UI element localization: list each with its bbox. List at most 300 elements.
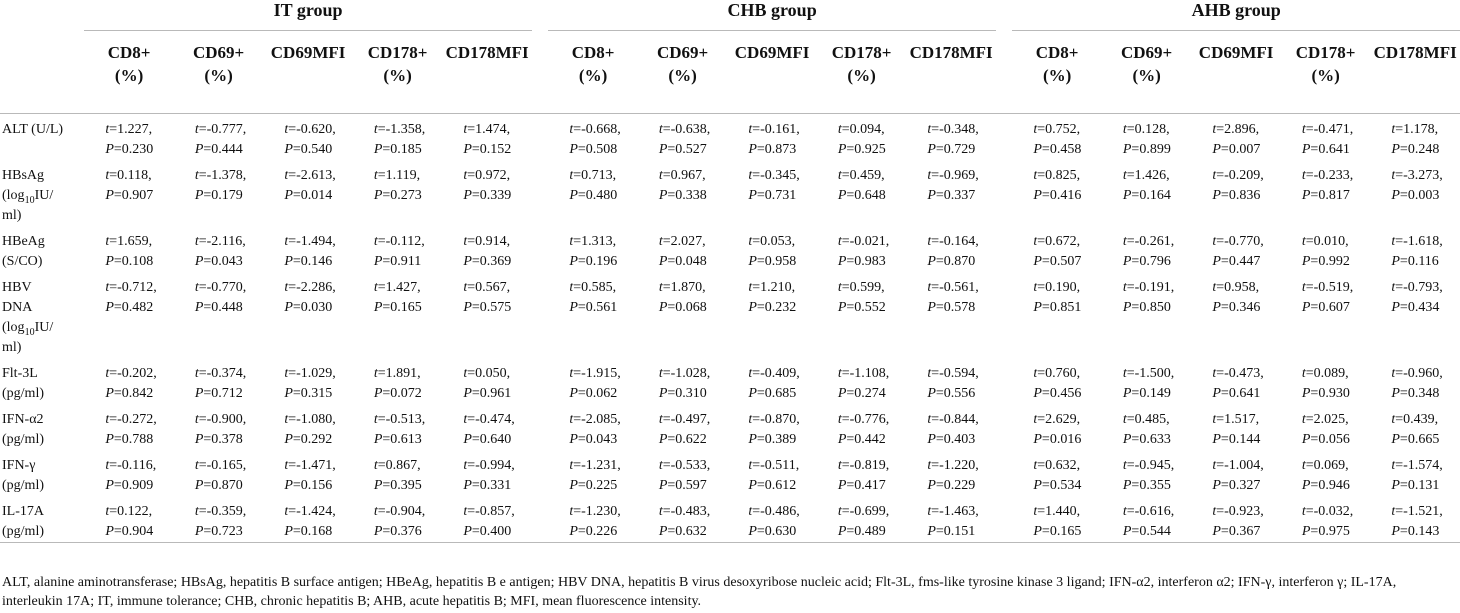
- p-symbol: P: [837, 478, 847, 493]
- t-value: =-0.474,: [467, 412, 515, 427]
- p-value: =0.152: [471, 142, 512, 157]
- p-symbol: P: [1122, 432, 1132, 447]
- p-value: =0.014: [292, 188, 333, 203]
- table-row: [0, 496, 1460, 543]
- stat-cell: [1370, 450, 1460, 496]
- p-symbol: P: [284, 478, 293, 493]
- t-symbol: t: [658, 280, 663, 295]
- t-value: =-0.844,: [931, 412, 979, 427]
- p-symbol: P: [194, 386, 204, 401]
- t-value: =-0.793,: [1395, 280, 1443, 295]
- p-symbol: P: [105, 188, 114, 203]
- t-symbol: t: [105, 458, 110, 473]
- t-symbol: t: [658, 412, 663, 427]
- p-symbol: P: [927, 300, 936, 315]
- t-symbol: t: [748, 412, 753, 427]
- stat-cell: [817, 272, 907, 358]
- stat-cell: [1281, 114, 1371, 161]
- stat-cell: [727, 358, 817, 404]
- t-value: =-1.004,: [1216, 458, 1264, 473]
- t-value: =-1.028,: [662, 366, 711, 381]
- corner-cell: [0, 0, 84, 31]
- t-value: =-0.164,: [931, 234, 979, 249]
- p-value: =0.232: [756, 300, 797, 315]
- p-symbol: P: [837, 188, 847, 203]
- p-value: =0.458: [1041, 142, 1082, 157]
- p-symbol: P: [658, 188, 668, 203]
- t-symbol: t: [927, 280, 932, 295]
- p-value: =0.850: [1131, 300, 1171, 315]
- p-symbol: P: [1301, 386, 1311, 401]
- p-symbol: P: [569, 188, 578, 203]
- t-symbol: t: [1212, 168, 1217, 183]
- row-label-header: [0, 31, 84, 114]
- t-symbol: t: [1212, 366, 1217, 381]
- t-symbol: t: [463, 366, 468, 381]
- stat-cell: [548, 160, 638, 226]
- p-symbol: P: [1122, 300, 1132, 315]
- t-symbol: t: [1391, 280, 1396, 295]
- column-header: [906, 31, 996, 114]
- t-value: =0.122,: [109, 504, 153, 519]
- t-value: =0.713,: [573, 168, 617, 183]
- stat-cell: [1281, 404, 1371, 450]
- table-row: [0, 160, 1460, 226]
- p-value: =0.946: [1310, 478, 1350, 493]
- stat-cell: [817, 496, 907, 543]
- stat-cell: [548, 226, 638, 272]
- p-symbol: P: [284, 300, 293, 315]
- p-symbol: P: [463, 524, 472, 539]
- t-symbol: t: [194, 280, 199, 295]
- stat-cell: [174, 404, 264, 450]
- p-value: =0.456: [1041, 386, 1082, 401]
- t-value: =0.118,: [109, 168, 152, 183]
- t-symbol: t: [837, 234, 842, 249]
- p-symbol: P: [748, 142, 757, 157]
- t-symbol: t: [569, 412, 574, 427]
- p-value: =0.273: [382, 188, 422, 203]
- stat-cell: [727, 496, 817, 543]
- stat-cell: [1281, 358, 1371, 404]
- stat-cell: [1191, 226, 1281, 272]
- stat-cell: [174, 358, 264, 404]
- stat-cell: [817, 450, 907, 496]
- stat-cell: [263, 272, 353, 358]
- t-symbol: t: [658, 234, 663, 249]
- p-value: =0.310: [667, 386, 707, 401]
- t-symbol: t: [658, 168, 663, 183]
- p-symbol: P: [463, 386, 472, 401]
- column-header-line: (%): [383, 66, 412, 85]
- p-symbol: P: [927, 386, 936, 401]
- t-symbol: t: [748, 280, 753, 295]
- p-value: =0.143: [1399, 524, 1440, 539]
- p-symbol: P: [658, 142, 668, 157]
- t-value: =1.891,: [377, 366, 421, 381]
- t-value: =0.585,: [573, 280, 617, 295]
- t-value: =0.958,: [1216, 280, 1260, 295]
- t-value: =-0.668,: [573, 122, 621, 137]
- t-value: =1.426,: [1126, 168, 1170, 183]
- p-value: =0.731: [756, 188, 797, 203]
- column-header-line: (%): [578, 66, 608, 85]
- stat-cell: [1281, 496, 1371, 543]
- t-symbol: t: [927, 458, 932, 473]
- p-symbol: P: [748, 478, 757, 493]
- t-symbol: t: [1033, 234, 1038, 249]
- p-value: =0.870: [935, 254, 976, 269]
- cell-spacer: [996, 496, 1012, 543]
- p-symbol: P: [658, 478, 668, 493]
- p-symbol: P: [1033, 142, 1042, 157]
- p-symbol: P: [1212, 254, 1221, 269]
- column-header: [727, 31, 817, 114]
- stat-cell: [727, 272, 817, 358]
- t-symbol: t: [1122, 412, 1127, 427]
- stat-cell: [1191, 404, 1281, 450]
- t-symbol: t: [1122, 504, 1127, 519]
- stat-cell: [1191, 160, 1281, 226]
- t-value: =-1.424,: [288, 504, 336, 519]
- p-symbol: P: [569, 142, 578, 157]
- p-value: =0.729: [935, 142, 976, 157]
- p-value: =0.226: [577, 524, 618, 539]
- t-symbol: t: [837, 168, 842, 183]
- stat-cell: [638, 450, 728, 496]
- p-value: =0.003: [1399, 188, 1440, 203]
- p-value: =0.165: [382, 300, 422, 315]
- p-value: =0.975: [1310, 524, 1350, 539]
- t-value: =-0.561,: [931, 280, 979, 295]
- group-header-row: [0, 0, 1460, 31]
- stat-cell: [442, 358, 532, 404]
- p-value: =0.930: [1310, 386, 1350, 401]
- p-value: =0.796: [1131, 254, 1171, 269]
- header-spacer: [996, 31, 1012, 114]
- t-symbol: t: [1033, 280, 1038, 295]
- stat-cell: [1102, 358, 1192, 404]
- t-symbol: t: [1033, 412, 1038, 427]
- t-value: =-0.409,: [752, 366, 800, 381]
- row-label: [0, 450, 84, 496]
- p-value: =0.248: [1399, 142, 1440, 157]
- t-symbol: t: [1033, 168, 1038, 183]
- t-symbol: t: [194, 168, 199, 183]
- t-value: =1.119,: [377, 168, 421, 183]
- p-symbol: P: [463, 142, 472, 157]
- t-symbol: t: [373, 366, 378, 381]
- stat-cell: [638, 496, 728, 543]
- p-value: =0.146: [292, 254, 333, 269]
- p-symbol: P: [1212, 432, 1221, 447]
- p-value: =0.315: [292, 386, 333, 401]
- p-symbol: P: [1212, 524, 1221, 539]
- p-symbol: P: [373, 478, 383, 493]
- stat-cell: [1102, 114, 1192, 161]
- t-symbol: t: [1301, 412, 1306, 427]
- t-value: =-0.497,: [662, 412, 711, 427]
- t-value: =-1.521,: [1395, 504, 1443, 519]
- t-value: =-1.108,: [841, 366, 890, 381]
- p-value: =0.337: [935, 188, 976, 203]
- t-value: =0.972,: [467, 168, 511, 183]
- p-value: =0.983: [846, 254, 886, 269]
- stat-cell: [1191, 450, 1281, 496]
- p-symbol: P: [569, 386, 578, 401]
- stat-cell: [727, 160, 817, 226]
- t-value: =-0.021,: [841, 234, 890, 249]
- p-value: =0.292: [292, 432, 333, 447]
- t-value: =-1.574,: [1395, 458, 1443, 473]
- group-header: CHB group: [548, 0, 996, 31]
- stat-cell: [84, 496, 174, 543]
- t-value: =-2.085,: [573, 412, 621, 427]
- t-value: =-0.819,: [841, 458, 890, 473]
- p-value: =0.068: [667, 300, 707, 315]
- stat-cell: [84, 160, 174, 226]
- t-symbol: t: [1212, 122, 1217, 137]
- p-value: =0.640: [471, 432, 512, 447]
- cell-spacer: [996, 272, 1012, 358]
- p-value: =0.817: [1310, 188, 1350, 203]
- p-symbol: P: [837, 386, 847, 401]
- stat-cell: [727, 114, 817, 161]
- column-header-line: CD178+: [1295, 43, 1356, 62]
- p-value: =0.685: [756, 386, 797, 401]
- t-symbol: t: [105, 280, 110, 295]
- p-symbol: P: [1391, 300, 1400, 315]
- row-label: [0, 272, 84, 358]
- p-value: =0.904: [113, 524, 154, 539]
- column-header-line: (%): [847, 66, 876, 85]
- t-value: =-0.272,: [109, 412, 157, 427]
- p-value: =0.448: [203, 300, 243, 315]
- table-row: [0, 404, 1460, 450]
- stat-cell: [84, 114, 174, 161]
- t-value: =1.210,: [752, 280, 796, 295]
- p-value: =0.992: [1310, 254, 1350, 269]
- stat-cell: [1012, 404, 1102, 450]
- p-symbol: P: [837, 254, 847, 269]
- p-value: =0.369: [471, 254, 512, 269]
- t-value: =-0.900,: [198, 412, 247, 427]
- p-symbol: P: [1391, 524, 1400, 539]
- t-value: =-3.273,: [1395, 168, 1443, 183]
- t-value: =0.439,: [1395, 412, 1439, 427]
- t-value: =-0.202,: [109, 366, 157, 381]
- p-symbol: P: [463, 254, 472, 269]
- row-label-line: DNA: [2, 300, 33, 315]
- row-label-line: (pg/ml): [2, 524, 44, 539]
- stat-cell: [442, 160, 532, 226]
- stat-cell: [84, 226, 174, 272]
- p-value: =0.556: [935, 386, 976, 401]
- t-value: =-1.463,: [931, 504, 979, 519]
- stat-cell: [263, 404, 353, 450]
- p-symbol: P: [194, 524, 204, 539]
- stat-cell: [84, 272, 174, 358]
- cell-spacer: [532, 450, 548, 496]
- t-symbol: t: [837, 280, 842, 295]
- p-value: =0.788: [113, 432, 154, 447]
- p-symbol: P: [1122, 478, 1132, 493]
- p-symbol: P: [748, 386, 757, 401]
- stat-cell: [1281, 450, 1371, 496]
- t-symbol: t: [1122, 122, 1127, 137]
- row-label-line: (pg/ml): [2, 478, 44, 493]
- t-symbol: t: [284, 280, 289, 295]
- p-symbol: P: [1212, 142, 1221, 157]
- stat-cell: [442, 404, 532, 450]
- t-symbol: t: [748, 122, 753, 137]
- t-symbol: t: [569, 122, 574, 137]
- t-symbol: t: [284, 504, 289, 519]
- p-symbol: P: [1391, 478, 1400, 493]
- p-value: =0.156: [292, 478, 333, 493]
- t-value: =-0.511,: [752, 458, 800, 473]
- t-symbol: t: [373, 280, 378, 295]
- t-value: =1.427,: [377, 280, 421, 295]
- row-label-line: IFN-γ: [2, 458, 36, 473]
- p-value: =0.527: [667, 142, 707, 157]
- stat-cell: [1281, 226, 1371, 272]
- column-header: [1370, 31, 1460, 114]
- t-symbol: t: [105, 412, 110, 427]
- p-symbol: P: [373, 300, 383, 315]
- row-label-line: IFN-α2: [2, 412, 44, 427]
- t-value: =0.760,: [1037, 366, 1081, 381]
- stat-cell: [1370, 272, 1460, 358]
- stat-cell: [1370, 404, 1460, 450]
- p-value: =0.648: [846, 188, 886, 203]
- p-value: =0.331: [471, 478, 512, 493]
- stat-cell: [1102, 496, 1192, 543]
- p-symbol: P: [284, 142, 293, 157]
- stat-cell: [1370, 358, 1460, 404]
- row-label: [0, 114, 84, 161]
- column-header: [1191, 31, 1281, 114]
- p-symbol: P: [837, 524, 847, 539]
- p-symbol: P: [373, 142, 383, 157]
- t-symbol: t: [1301, 122, 1306, 137]
- t-symbol: t: [1301, 366, 1306, 381]
- t-symbol: t: [1212, 234, 1217, 249]
- t-value: =2.896,: [1216, 122, 1260, 137]
- t-symbol: t: [1391, 412, 1396, 427]
- stat-cell: [353, 404, 443, 450]
- t-symbol: t: [748, 234, 753, 249]
- t-value: =2.027,: [662, 234, 706, 249]
- t-symbol: t: [1391, 504, 1396, 519]
- t-value: =-1.029,: [288, 366, 336, 381]
- t-value: =1.517,: [1216, 412, 1260, 427]
- t-symbol: t: [1391, 458, 1396, 473]
- p-value: =0.131: [1399, 478, 1440, 493]
- cell-spacer: [996, 114, 1012, 161]
- stat-cell: [1102, 450, 1192, 496]
- column-header: [353, 31, 443, 114]
- stat-cell: [1191, 496, 1281, 543]
- t-symbol: t: [373, 412, 378, 427]
- p-value: =0.925: [846, 142, 886, 157]
- p-value: =0.185: [382, 142, 422, 157]
- t-symbol: t: [748, 504, 753, 519]
- stat-cell: [1191, 114, 1281, 161]
- t-value: =0.010,: [1305, 234, 1349, 249]
- p-symbol: P: [748, 254, 757, 269]
- cell-spacer: [532, 496, 548, 543]
- stat-cell: [1281, 160, 1371, 226]
- p-symbol: P: [1122, 524, 1132, 539]
- t-value: =1.227,: [109, 122, 153, 137]
- p-value: =0.389: [756, 432, 797, 447]
- t-value: =-1.220,: [931, 458, 979, 473]
- column-header-line: CD69MFI: [734, 43, 810, 62]
- p-symbol: P: [1212, 386, 1221, 401]
- group-spacer: [996, 0, 1012, 31]
- column-header-line: CD178+: [831, 43, 892, 62]
- p-symbol: P: [748, 188, 757, 203]
- stat-cell: [817, 226, 907, 272]
- p-symbol: P: [373, 188, 383, 203]
- t-symbol: t: [1033, 458, 1038, 473]
- p-value: =0.641: [1220, 386, 1261, 401]
- p-symbol: P: [1391, 142, 1400, 157]
- t-value: =-1.471,: [288, 458, 336, 473]
- p-value: =0.632: [667, 524, 707, 539]
- stat-cell: [263, 160, 353, 226]
- t-symbol: t: [1033, 504, 1038, 519]
- p-symbol: P: [105, 478, 114, 493]
- p-symbol: P: [569, 254, 578, 269]
- p-value: =0.179: [203, 188, 243, 203]
- t-value: =0.089,: [1305, 366, 1349, 381]
- stat-cell: [638, 358, 728, 404]
- p-value: =0.378: [203, 432, 243, 447]
- stat-cell: [1012, 114, 1102, 161]
- p-symbol: P: [284, 524, 293, 539]
- p-symbol: P: [748, 524, 757, 539]
- p-symbol: P: [105, 432, 114, 447]
- column-header-line: (%): [668, 66, 697, 85]
- t-symbol: t: [1391, 366, 1396, 381]
- t-value: =-1.915,: [573, 366, 621, 381]
- stat-cell: [353, 272, 443, 358]
- t-value: =-0.359,: [198, 504, 247, 519]
- t-value: =-1.230,: [573, 504, 621, 519]
- t-value: =-0.233,: [1305, 168, 1354, 183]
- t-symbol: t: [463, 412, 468, 427]
- t-symbol: t: [748, 458, 753, 473]
- t-value: =0.825,: [1037, 168, 1081, 183]
- p-value: =0.911: [382, 254, 422, 269]
- stat-cell: [1370, 160, 1460, 226]
- t-value: =-0.191,: [1126, 280, 1175, 295]
- stat-cell: [263, 496, 353, 543]
- cell-spacer: [532, 358, 548, 404]
- p-symbol: P: [927, 478, 936, 493]
- t-value: =-0.770,: [198, 280, 247, 295]
- stat-cell: [906, 496, 996, 543]
- t-symbol: t: [748, 366, 753, 381]
- column-header-line: (%): [114, 66, 144, 85]
- p-symbol: P: [927, 142, 936, 157]
- t-symbol: t: [658, 122, 663, 137]
- t-value: =-1.618,: [1395, 234, 1443, 249]
- p-symbol: P: [658, 254, 668, 269]
- p-value: =0.376: [382, 524, 422, 539]
